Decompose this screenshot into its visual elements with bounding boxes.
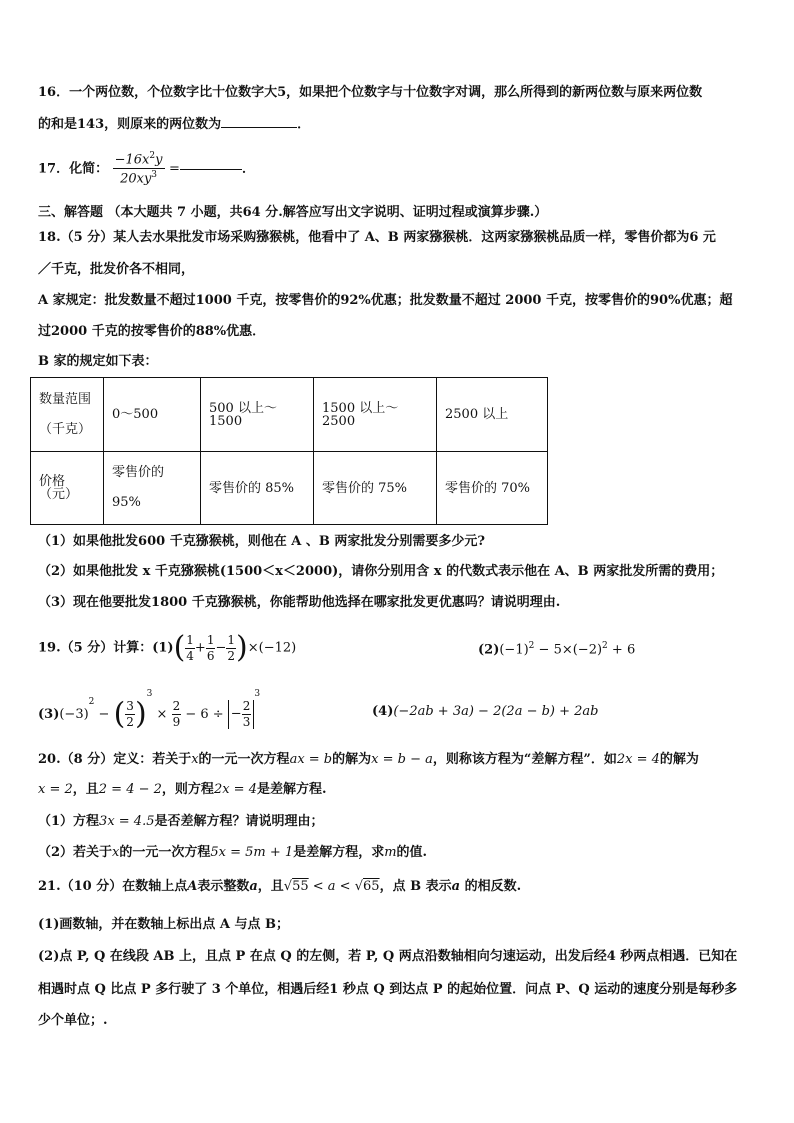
q19-p3-f3-den: 3: [242, 715, 251, 729]
q19-p3-exp-2: 3: [146, 689, 153, 699]
q18-rule-b: B 家的规定如下表：: [38, 354, 158, 369]
q19-p1-f2-num: 1: [206, 632, 215, 647]
table-header-line-1: 数量范围: [39, 391, 92, 407]
q17-prefix: 17．化简：: [38, 161, 109, 177]
q19-p3-d: − 6 ÷: [181, 707, 228, 722]
q20-l2-b: ，且: [72, 782, 99, 797]
q21-l1-a3: a: [451, 879, 461, 894]
q21-l1-a2: a: [249, 879, 258, 894]
q20-line-3: [38, 815, 324, 828]
q19-p3-exp-1: 2: [88, 697, 95, 707]
q20-l4-a: （2）若关于: [38, 845, 113, 860]
q19-p1-f2-den: 6: [206, 648, 215, 663]
q19-p1-label: (1): [152, 640, 174, 656]
table-row-ranges: [31, 378, 548, 452]
q19-p2-exp-2: 2: [602, 641, 608, 651]
table-header-line-2: （千克）: [39, 421, 92, 437]
q18-sub-3: （3）现在他要批发1800 千克猕猴桃，你能帮助他选择在哪家批发更优惠吗？请说明理由.: [38, 595, 561, 610]
q20-line-4: [38, 846, 427, 859]
q17-num-b: y: [155, 152, 163, 168]
q21-l1-d: ，点 B 表示: [379, 879, 452, 894]
q17-line: [38, 152, 255, 186]
q16-answer-blank: [221, 126, 297, 128]
q19-p1-f3-num: 1: [227, 632, 236, 647]
q19-prefix: 19.（5 分）计算：: [38, 640, 153, 656]
q18-line-2: ／千克，批发价各不相同，: [38, 262, 195, 277]
q21-line-1: [38, 880, 521, 893]
q19-p3-f2-num: 2: [172, 699, 181, 714]
table-header-cell: [31, 378, 104, 452]
q21-line-5: 少个单位；.: [38, 1013, 108, 1028]
q17-num-a: −16x: [114, 152, 150, 168]
q20-l3-eq: 3x = 4.5: [99, 814, 155, 829]
q18-sub-2: （2）如果他批发 x 千克猕猴桃(1500＜x＜2000)，请你分别用含 x 的代数式表示他在 A、B 两家批发所需的费用；: [38, 564, 724, 579]
q19-p3-abs-sign: −: [230, 707, 242, 722]
q16-line-2: [38, 118, 310, 131]
q19-p3-frac-2: [172, 700, 182, 728]
q19-p1-f3-den: 2: [227, 648, 236, 663]
q20-l1-sol: x = b − a: [371, 752, 433, 767]
q19-part-1: 19.（5 分）计算：(1)( $\frac{1}{4}$ + $\frac{1}{6}$ − $\frac{1}{2}$ )×(−12): [38, 630, 297, 665]
section-3-heading: 三、解答题 （本大题共 7 小题，共64 分.解答应写出文字说明、证明过程或演算步骤.）: [38, 205, 548, 220]
q16-line-1: 16．一个两位数，个位数字比十位数字大5，如果把个位数字与十位数字对调，那么所得到的新两位数与原来两位数: [38, 85, 703, 100]
q20-l1-x: x: [191, 752, 199, 767]
q19-p2-expr-a: (−1): [499, 642, 529, 658]
q21-l1-e: 的相反数.: [460, 879, 522, 894]
q20-l1-eq: ax = b: [289, 752, 333, 767]
q21-l1-lt: < a <: [308, 879, 355, 894]
q21-l1-c: ，且: [257, 879, 284, 894]
table-cell-range-2: 500 以上～1500: [201, 378, 314, 452]
table-price-1-line-2: 95%: [112, 495, 141, 510]
q20-l1-e: 的解为: [659, 752, 699, 767]
q19-p1-frac-3: [226, 634, 236, 662]
q21-line-4: 相遇时点 Q 比点 P 多行驶了 3 个单位，相遇后经1 秒点 Q 到达点 P 的起始位置．问点 P、Q 运动的速度分别是每秒多: [38, 982, 738, 997]
q19-part-2: [478, 642, 635, 656]
table-cell-price-4: 零售价的 70%: [437, 452, 548, 525]
table-price-label: 价格（元）: [31, 452, 104, 525]
table-row-prices: [31, 452, 548, 525]
q19-p2-exp-1: 2: [528, 641, 535, 651]
q17-den-exp: 3: [151, 170, 158, 181]
q20-l2-d: ，则方程: [161, 782, 214, 797]
q20-l4-x: x: [112, 845, 120, 860]
q20-l2-f: 是差解方程.: [256, 782, 327, 797]
q20-l4-m: m: [384, 845, 397, 860]
sqrt-icon: √: [354, 879, 364, 894]
table-price-1-line-1: 零售价的: [112, 465, 165, 480]
q19-p3-f3-num: 2: [242, 699, 251, 714]
q20-line-1: [38, 753, 699, 766]
q20-l2-e: 2x = 4: [213, 782, 257, 797]
q19-p2-label: (2): [478, 642, 500, 658]
q17-equals: =: [169, 161, 180, 177]
q21-l1-A: A: [187, 879, 198, 894]
q19-p3-abs: [228, 700, 255, 728]
table-cell-range-3: 1500 以上～2500: [314, 378, 437, 452]
q19-p1-tail: ×(−12): [247, 640, 297, 656]
q20-l3-a: （1）方程: [38, 814, 100, 829]
q20-l3-b: 是否差解方程？请说明理由；: [154, 814, 324, 829]
q19-p4-label: (4): [372, 704, 394, 719]
table-cell-price-3: 零售价的 75%: [314, 452, 437, 525]
q20-l4-c: 是差解方程，求: [293, 845, 385, 860]
q19-p3-frac-1: [125, 700, 135, 728]
q17-num-exp: 2: [149, 151, 156, 161]
q20-l2-c: 2 = 4 − 2: [98, 782, 162, 797]
q20-l1-a: 20.（8 分）定义：若关于: [38, 752, 192, 767]
table-cell-range-4: 2500 以上: [437, 378, 548, 452]
q17-fraction: [113, 152, 165, 186]
q21-line-3: (2)点 P, Q 在线段 AB 上，且点 P 在点 Q 的左侧，若 P, Q 两点沿数轴相向匀速运动，出发后经4 秒两点相遇．已知在: [38, 949, 738, 964]
q20-l4-b: 的一元一次方程: [119, 845, 211, 860]
q19-p1-minus: −: [215, 640, 227, 656]
q19-p3-a: (−3): [59, 707, 89, 722]
q19-p1-f1-den: 4: [186, 648, 194, 663]
q19-p2-expr-b: − 5×(−2): [534, 642, 603, 658]
q20-l4-d: 的值.: [396, 845, 428, 860]
q16-text: 的和是143，则原来的两位数为: [38, 117, 222, 132]
q20-l1-c: 的解为: [332, 752, 372, 767]
q19-p2-expr-c: + 6: [607, 642, 636, 658]
q21-l1-r1: 55: [292, 879, 309, 894]
q19-p3-frac-3: [242, 700, 252, 728]
q18-sub-1: （1）如果他批发600 千克猕猴桃，则他在 A 、B 两家批发分别需要多少元?: [38, 534, 485, 549]
q19-p3-b: −: [94, 707, 114, 722]
q19-p1-plus: +: [194, 640, 206, 656]
q19-p4-expr: (−2ab + 3a) − 2(2a − b) + 2ab: [393, 704, 599, 719]
q19-p1-frac-1: [185, 634, 195, 662]
q19-p3-exp-3: 3: [254, 689, 261, 699]
q19-p1-f1-num: 1: [186, 632, 194, 647]
q21-l1-b: 表示整数: [197, 879, 250, 894]
sqrt-icon: √: [283, 879, 293, 894]
q21-line-2: (1)画数轴，并在数轴上标出点 A 与点 B；: [38, 917, 289, 932]
q17-den-a: 20xy: [120, 171, 152, 187]
q19-p3-f1-den: 2: [126, 715, 134, 729]
q18-rule-a-1: A 家规定：批发数量不超过1000 千克，按零售价的92%优惠；批发数量不超过 2000 千克，按零售价的90%优惠；超: [38, 293, 733, 308]
q20-line-2: [38, 783, 327, 796]
q18-line-1: 18.（5 分）某人去水果批发市场采购猕猴桃，他看中了 A、B 两家猕猴桃．这两家猕猴桃品质一样，零售价都为6 元: [38, 230, 716, 245]
q21-l1-a: 21.（10 分）在数轴上点: [38, 879, 188, 894]
q20-l2-a: x = 2: [38, 782, 73, 797]
b-pricing-table: [30, 377, 548, 525]
q20-l1-b: 的一元一次方程: [198, 752, 290, 767]
q19-p3-f2-den: 9: [172, 715, 181, 729]
q17-answer-blank: [180, 168, 242, 170]
q20-l1-d: ，则称该方程为“差解方程”．如: [432, 752, 617, 767]
q19-part-3: $(3)(-3)^2$ − ( $\frac{3}{2}$ )$^3$ × $\frac{2}{9}$ − 6 ÷ − $\frac{2}{3}$ $^3$: [38, 689, 261, 732]
q20-l1-ex: 2x = 4: [616, 752, 660, 767]
q17-end: ．: [241, 161, 255, 177]
table-cell-price-2: 零售价的 85%: [201, 452, 314, 525]
table-cell-price-1: [104, 452, 201, 525]
q19-part-4: [372, 705, 599, 718]
q19-p3-c: ×: [152, 707, 172, 722]
q20-l4-eq: 5x = 5m + 1: [210, 845, 294, 860]
q16-end: ．: [297, 117, 311, 132]
q18-rule-a-2: 过2000 千克的按零售价的88%优惠．: [38, 324, 266, 339]
table-cell-range-1: 0～500: [104, 378, 201, 452]
q21-l1-r2: 65: [363, 879, 380, 894]
q19-p3-label: (3): [38, 707, 60, 722]
q19-p3-f1-num: 3: [126, 699, 134, 714]
